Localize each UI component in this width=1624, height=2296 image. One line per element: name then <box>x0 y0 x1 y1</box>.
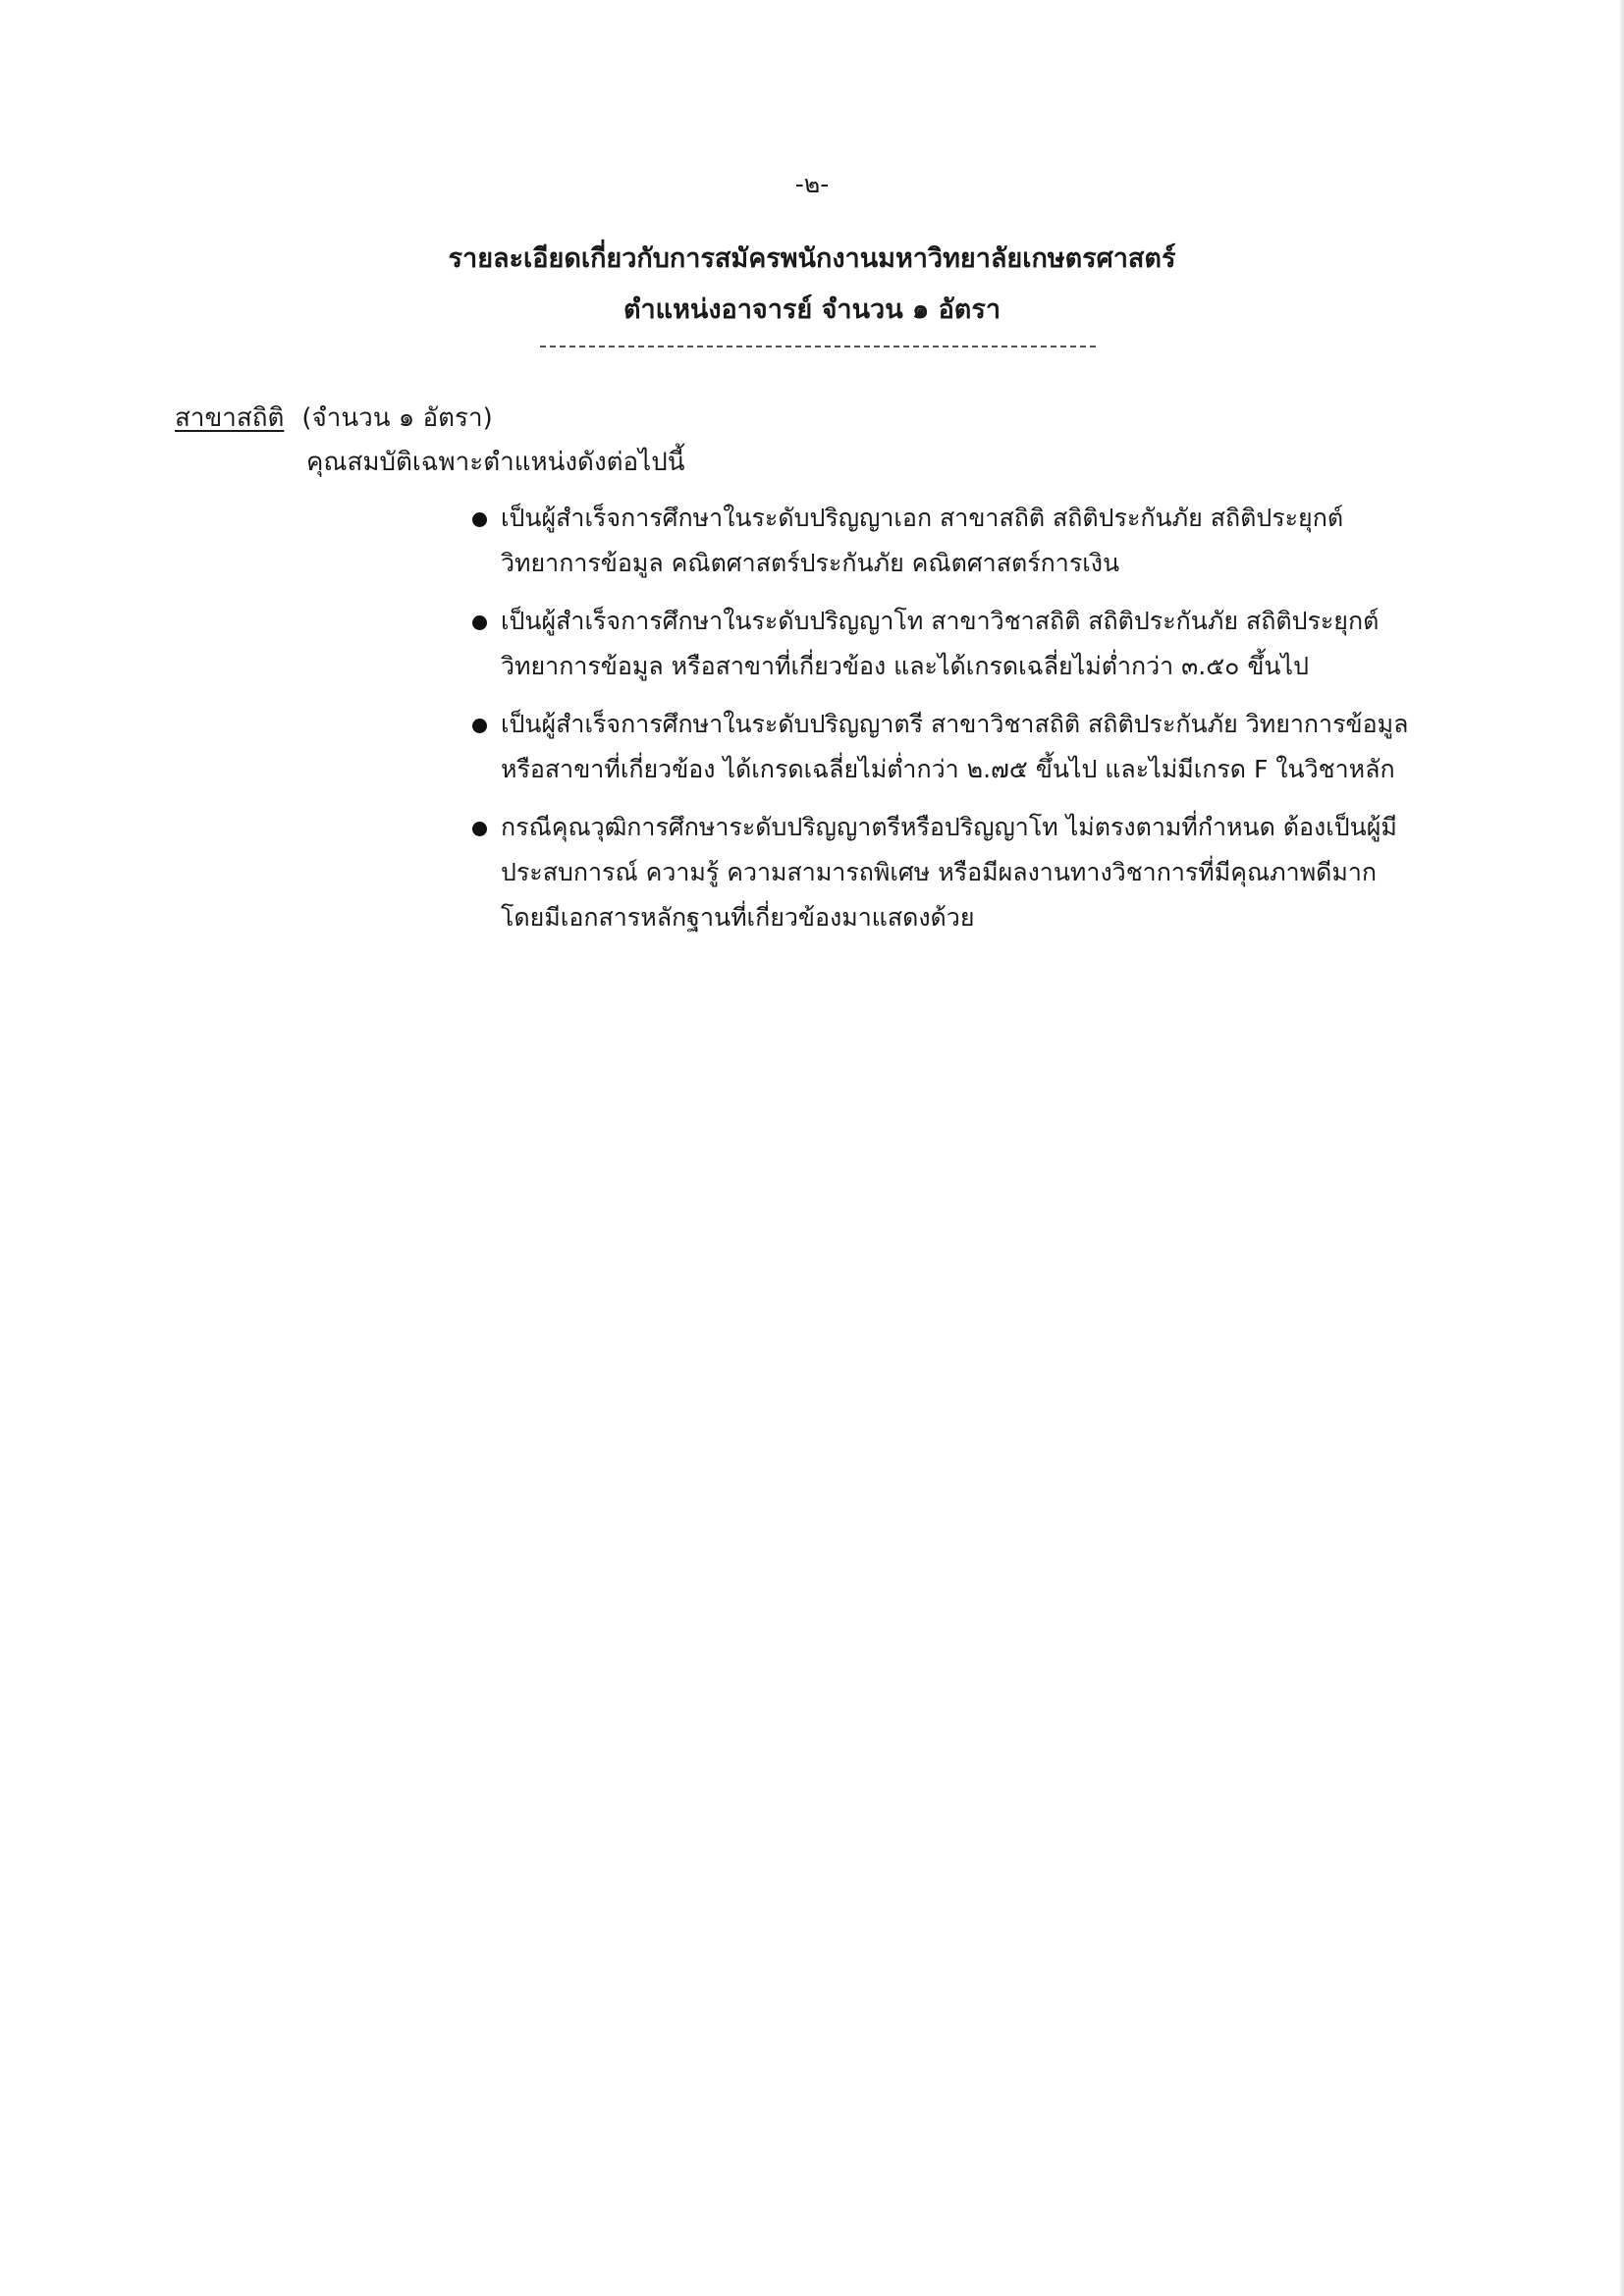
section-name: สาขาสถิติ <box>175 403 285 433</box>
bullet-icon <box>472 615 487 630</box>
qualification-text-line: เป็นผู้สำเร็จการศึกษาในระดับปริญญาตรี สาขาวิชาสถิติ สถิติประกันภัย วิทยาการข้อมูล <box>501 710 1409 738</box>
qualification-item-exception <box>460 805 1549 940</box>
qualification-text-line: เป็นผู้สำเร็จการศึกษาในระดับปริญญาเอก สาขาสถิติ สถิติประกันภัย สถิติประยุกต์ <box>501 504 1344 532</box>
qualification-item-bachelors <box>460 702 1549 792</box>
section-heading <box>175 398 493 438</box>
bullet-icon <box>472 822 487 836</box>
qualification-text-line: ประสบการณ์ ความรู้ ความสามารถพิเศษ หรือมีผลงานทางวิชาการที่มีคุณภาพดีมาก <box>501 858 1378 886</box>
qualification-list <box>460 496 1549 953</box>
title-line-2: ตำแหน่งอาจารย์ จำนวน ๑ อัตรา <box>623 294 1001 325</box>
qualification-item-masters <box>460 599 1549 689</box>
qualification-text-line: โดยมีเอกสารหลักฐานที่เกี่ยวข้องมาแสดงด้วย <box>501 903 975 932</box>
bullet-icon <box>472 719 487 733</box>
qualification-text-line: หรือสาขาที่เกี่ยวข้อง ได้เกรดเฉลี่ยไม่ต่ำกว่า ๒.๗๕ ขึ้นไป และไม่มีเกรด F ในวิชาหลัก <box>501 755 1395 783</box>
qualification-text-line: วิทยาการข้อมูล คณิตศาสตร์ประกันภัย คณิตศาสตร์การเงิน <box>501 549 1120 577</box>
qualification-text-line: กรณีคุณวุฒิการศึกษาระดับปริญญาตรีหรือปริญญาโท ไม่ตรงตามที่กำหนด ต้องเป็นผู้มี <box>501 813 1397 841</box>
bullet-icon <box>472 512 487 527</box>
qualification-item-doctorate <box>460 496 1549 586</box>
page-number: -๒- <box>794 170 830 198</box>
dashed-divider <box>540 346 1096 347</box>
title-line-1: รายละเอียดเกี่ยวกับการสมัครพนักงานมหาวิทยาลัยเกษตรศาสตร์ <box>448 243 1176 274</box>
document-title <box>0 234 1624 336</box>
scan-edge-shadow <box>1620 0 1624 2296</box>
section-position-count: (จำนวน ๑ อัตรา) <box>301 403 493 433</box>
qualification-text-line: วิทยาการข้อมูล หรือสาขาที่เกี่ยวข้อง และได้เกรดเฉลี่ยไม่ต่ำกว่า ๓.๕๐ ขึ้นไป <box>501 652 1309 680</box>
qualifications-intro: คุณสมบัติเฉพาะตำแหน่งดังต่อไปนี้ <box>306 448 685 477</box>
qualification-text-line: เป็นผู้สำเร็จการศึกษาในระดับปริญญาโท สาขาวิชาสถิติ สถิติประกันภัย สถิติประยุกต์ <box>501 607 1380 635</box>
